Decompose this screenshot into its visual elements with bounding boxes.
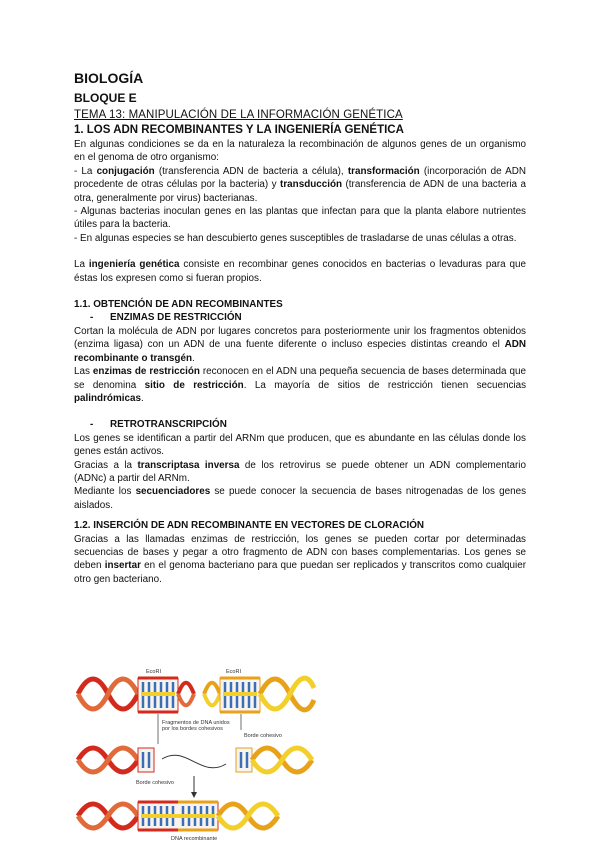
retro-bullet: - RETROTRANSCRIPCIÓN (90, 419, 227, 431)
fragments-label: Fragmentos de DNA unidos por los bordes cohesivos (162, 720, 230, 732)
block-title: BLOQUE E (74, 91, 137, 105)
recombinant-dna-diagram (76, 664, 316, 844)
retro-paragraph-3: Mediante los secuenciadores se puede conocer la secuencia de bases nitrogenadas de los genes aislados. (74, 486, 527, 511)
enzyme-label-right: EcoRI (226, 669, 241, 675)
recombinant-dna-figure (76, 664, 316, 844)
middle-left-helix (78, 748, 154, 772)
section-1-title: 1. LOS ADN RECOMBINANTES Y LA INGENIERÍA GENÉTICA (74, 124, 404, 136)
result-label: DNA recombinante (171, 836, 218, 842)
border-label-right: Borde cohesivo (244, 733, 282, 739)
retro-paragraph-2: Gracias a la transcriptasa inversa de los retrovirus se puede obtener un ADN complementario (ADNc) a partir del ARNm. (74, 459, 526, 484)
recombinant-dna-helix (78, 802, 278, 830)
ingenieria-paragraph: La ingeniería genética consiste en recombinar genes conocidos en bacterias o levaduras para que éstas los expresen como si fueran propios. (74, 259, 526, 284)
section-1-item-2: - Algunas bacterias inoculan genes en las plantas que infectan para que la planta elabore nutrientes útiles para la bacteria. (74, 206, 526, 231)
enzyme-label-left: EcoRI (146, 669, 161, 675)
subject-title: BIOLOGÍA (74, 70, 144, 86)
section-1-2-paragraph: Gracias a las llamadas enzimas de restricción, los genes se pueden cortar por determinadas secuencias de bases y pegar a otro fragmento de ADN con bases complementarias. Los genes se deben insertar en el genoma bacteriano para que puedan ser replicados y transcritos como cualquier otro gen bacteriano. (74, 533, 526, 585)
retro-paragraph-1: Los genes se identifican a partir del ARNm que producen, que es abundante en las células donde los genes están activos. (74, 432, 526, 458)
section-1-2-title: 1.2. INSERCIÓN DE ADN RECOMBINANTE EN VECTORES DE CLORACIÓN (74, 520, 425, 532)
border-label-left: Borde cohesivo (136, 780, 174, 786)
right-dna-helix (204, 678, 314, 712)
enzimas-paragraph-2: Las enzimas de restricción reconocen en el ADN una pequeña secuencia de bases determinada que se denomina sitio de restricción. La mayoría de sitios de restricción tienen secuencias palindrómicas. (74, 366, 527, 404)
middle-right-helix (236, 748, 312, 772)
section-1-item-1: - La conjugación (transferencia ADN de bacteria a célula), transformación (incorporación de ADN procedente de otras células por la bacteria) y transducción (transferencia de ADN de una bacteria a otra, generalmente por virus) bacterianas. (74, 165, 527, 204)
joining-curve (162, 755, 226, 768)
section-1-item-3: - En algunas especies se han descubierto genes susceptibles de trasladarse de unas células a otras. (74, 232, 517, 244)
section-1-1-title: 1.1. OBTENCIÓN DE ADN RECOMBINANTES (74, 299, 283, 311)
arrow-to-result-head (191, 792, 197, 798)
enzimas-paragraph-1: Cortan la molécula de ADN por lugares concretos para posteriormente unir los fragmentos obtenidos (enzima ligasa) con un ADN de una fuente diferente o incluso especies distintas creando el ADN recombinante o transgén. (74, 325, 526, 364)
enzimas-bullet: - ENZIMAS DE RESTRICCIÓN (90, 312, 242, 324)
tema-title: TEMA 13: MANIPULACIÓN DE LA INFORMACIÓN GENÉTICA (74, 109, 403, 121)
document-page (74, 70, 526, 586)
left-dna-helix (78, 678, 194, 712)
section-1-intro: En algunas condiciones se da en la naturaleza la recombinación de algunos genes de un organismo en el genoma de otro organismo: (74, 139, 526, 164)
